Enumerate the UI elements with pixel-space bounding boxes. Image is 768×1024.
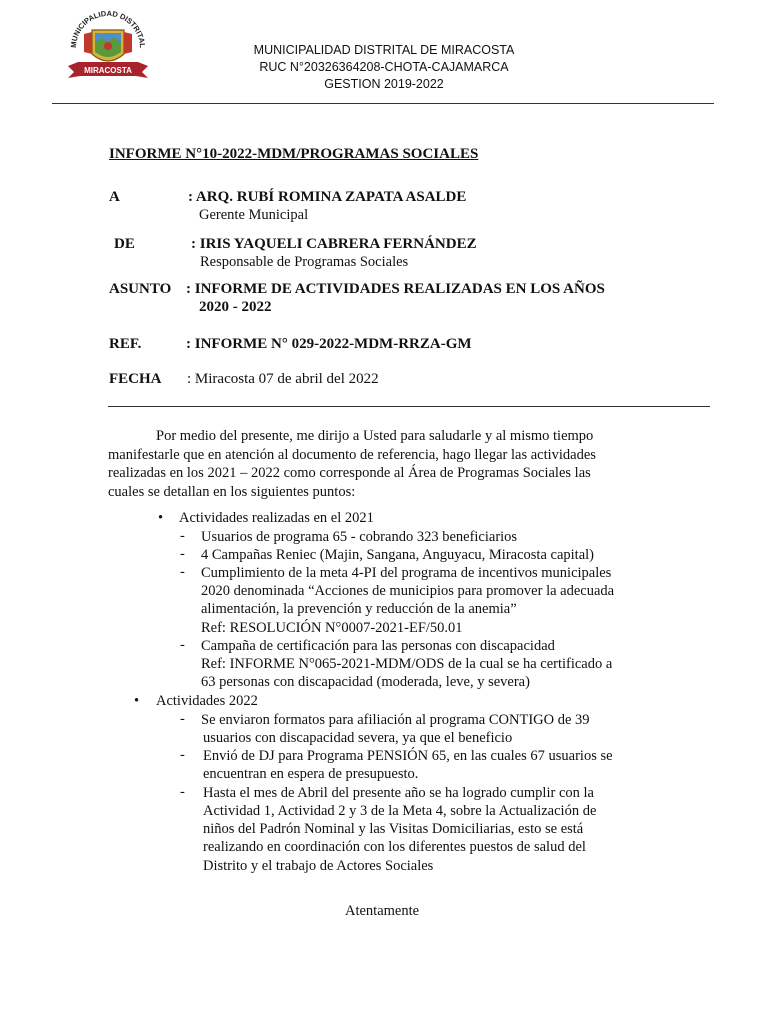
management-period: GESTION 2019-2022 xyxy=(324,77,444,91)
list-item-continuation: Actividad 1, Actividad 2 y 3 de la Meta 4, sobre la Actualización de xyxy=(203,803,597,819)
list-item: Hasta el mes de Abril del presente año se ha logrado cumplir con la xyxy=(203,785,594,801)
dash-marker: - xyxy=(180,784,185,800)
from-role: Responsable de Programas Sociales xyxy=(200,254,409,270)
list-item: Campaña de certificación para las personas con discapacidad xyxy=(201,638,555,654)
report-title: INFORME N°10-2022-MDM/PROGRAMAS SOCIALES xyxy=(109,146,479,162)
list-item-continuation: Ref: RESOLUCIÓN N°0007-2021-EF/50.01 xyxy=(201,620,463,636)
list-item-continuation: niños del Padrón Nominal y las Visitas Domiciliarias, esto se está xyxy=(203,821,584,837)
list-item-continuation: Ref: INFORME N°065-2021-MDM/ODS de la cual se ha certificado a xyxy=(201,656,613,672)
logo-banner-text: MIRACOSTA xyxy=(84,66,132,75)
list-item-continuation: alimentación, la prevención y reducción de la anemia” xyxy=(201,601,517,617)
institution-name: MUNICIPALIDAD DISTRITAL DE MIRACOSTA xyxy=(253,43,515,57)
dash-marker: - xyxy=(180,528,185,544)
letterhead xyxy=(200,42,568,93)
list-item-continuation: usuarios con discapacidad severa, ya que el beneficio xyxy=(203,730,513,746)
date-label: FECHA xyxy=(109,371,162,387)
intro-paragraph xyxy=(108,427,668,501)
municipal-logo xyxy=(62,8,154,83)
to-label: A xyxy=(109,189,120,205)
body-divider xyxy=(108,406,710,407)
institution-ruc: RUC N°20326364208-CHOTA-CAJAMARCA xyxy=(259,60,509,74)
list-item-continuation: Distrito y el trabajo de Actores Sociales xyxy=(203,858,434,874)
list-item: Envió de DJ para Programa PENSIÓN 65, en las cuales 67 usuarios se xyxy=(203,748,613,764)
dash-marker: - xyxy=(180,711,185,727)
para-line: Por medio del presente, me dirijo a Usted para saludarle y al mismo tiempo xyxy=(156,428,594,444)
list-item-continuation: encuentran en espera de presupuesto. xyxy=(203,766,419,782)
date-value: : Miracosta 07 de abril del 2022 xyxy=(187,371,379,387)
subject-label: ASUNTO xyxy=(109,281,172,297)
subject-value-line1: : INFORME DE ACTIVIDADES REALIZADAS EN LOS AÑOS xyxy=(186,281,605,297)
dash-marker: - xyxy=(180,747,185,763)
list-item: 4 Campañas Reniec (Majin, Sangana, Anguyacu, Miracosta capital) xyxy=(201,547,594,563)
closing: Atentamente xyxy=(345,903,420,919)
para-line: cuales se detallan en los siguientes puntos: xyxy=(108,483,356,500)
para-line: realizadas en los 2021 – 2022 como corresponde al Área de Programas Sociales las xyxy=(108,465,591,481)
section2-title: Actividades 2022 xyxy=(156,693,258,709)
list-item: Cumplimiento de la meta 4-PI del programa de incentivos municipales xyxy=(201,565,612,581)
logo-arc-text: MUNICIPALIDAD DISTRITAL xyxy=(68,8,148,49)
from-label: DE xyxy=(114,236,135,252)
list-item: Usuarios de programa 65 - cobrando 323 beneficiarios xyxy=(201,529,518,545)
section-bullet: • xyxy=(158,510,164,526)
list-item-continuation: realizando en coordinación con los diferentes puestos de salud del xyxy=(203,839,586,855)
dash-marker: - xyxy=(180,637,185,653)
ref-value: : INFORME N° 029-2022-MDM-RRZA-GM xyxy=(186,336,472,352)
para-line: manifestarle que en atención al documento de referencia, hago llegar las actividades xyxy=(108,446,596,463)
list-item-continuation: 63 personas con discapacidad (moderada, leve, y severa) xyxy=(201,674,530,690)
subject-value-line2: 2020 - 2022 xyxy=(199,299,272,315)
dash-marker: - xyxy=(180,546,185,562)
dash-marker: - xyxy=(180,564,185,580)
header-divider xyxy=(52,103,714,104)
from-value: : IRIS YAQUELI CABRERA FERNÁNDEZ xyxy=(191,236,477,252)
list-item-continuation: 2020 denominada “Acciones de municipios para promover la adecuada xyxy=(201,583,615,599)
to-role: Gerente Municipal xyxy=(199,207,309,223)
section1-title: Actividades realizadas en el 2021 xyxy=(179,510,374,526)
to-value: : ARQ. RUBÍ ROMINA ZAPATA ASALDE xyxy=(188,189,467,205)
section-bullet: • xyxy=(134,693,140,709)
list-item: Se enviaron formatos para afiliación al programa CONTIGO de 39 xyxy=(201,712,590,728)
ref-label: REF. xyxy=(109,336,142,352)
